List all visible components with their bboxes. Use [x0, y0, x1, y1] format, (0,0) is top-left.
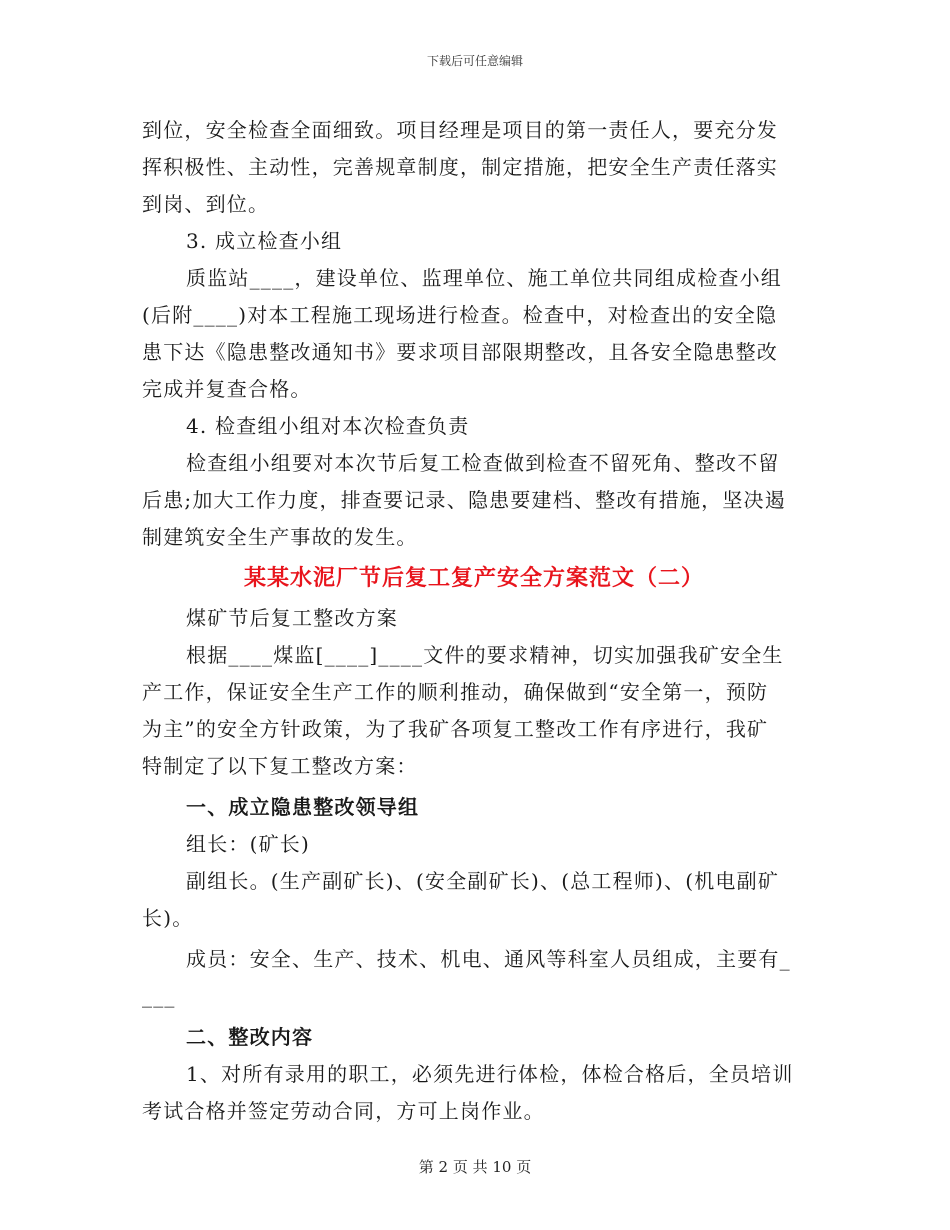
- subtitle: 煤矿节后复工整改方案: [186, 606, 398, 630]
- members-line: ___: [142, 984, 176, 1008]
- leader-line: 组长：(矿长): [186, 832, 311, 856]
- section-heading-2: 二、整改内容: [186, 1025, 314, 1049]
- document-title: 某某水泥厂节后复工复产安全方案范文（二）: [243, 565, 704, 591]
- paragraph-line: 到位，安全检查全面细致。项目经理是项目的第一责任人，要充分发: [142, 118, 778, 142]
- paragraph-line: 考试合格并签定劳动合同，方可上岗作业。: [142, 1099, 545, 1123]
- paragraph-line: 根据____煤监[____]____文件的要求精神，切实加强我矿安全生: [186, 643, 784, 667]
- paragraph-line: 产工作，保证安全生产工作的顺利推动，确保做到“安全第一，预防: [142, 680, 769, 704]
- paragraph-line: 制建筑安全生产事故的发生。: [142, 525, 418, 549]
- paragraph-line: 患下达《隐患整改通知书》要求项目部限期整改，且各安全隐患整改: [142, 340, 778, 364]
- paragraph-line: 挥积极性、主动性，完善规章制度，制定措施，把安全生产责任落实: [142, 155, 778, 179]
- paragraph-line: 后患;加大工作力度，排查要记录、隐患要建档、整改有措施，坚决遏: [142, 488, 786, 512]
- paragraph-line: 质监站____，建设单位、监理单位、施工单位共同组成检查小组: [186, 266, 782, 290]
- page-header: 下载后可任意编辑: [426, 54, 523, 68]
- paragraph-line: 1、对所有录用的职工，必须先进行体检，体检合格后，全员培训: [186, 1062, 794, 1086]
- paragraph-line: 到岗、到位。: [142, 192, 270, 216]
- paragraph-line: 为主”的安全方针政策，为了我矿各项复工整改工作有序进行，我矿: [142, 717, 769, 741]
- document-body: [142, 112, 806, 1130]
- paragraph-line: 完成并复查合格。: [142, 377, 312, 401]
- members-line: 成员：安全、生产、技术、机电、通风等科室人员组成，主要有_: [186, 947, 791, 971]
- deputy-line: 副组长。(生产副矿长)、(安全副矿长)、(总工程师)、(机电副矿: [186, 869, 780, 893]
- page-footer: 第 2 页 共 10 页: [418, 1158, 532, 1176]
- paragraph-line: 检查组小组要对本次节后复工检查做到检查不留死角、整改不留: [186, 451, 780, 475]
- section-heading-1: 一、成立隐患整改领导组: [186, 795, 420, 819]
- deputy-line: 长)。: [142, 906, 194, 930]
- paragraph-line: 特制定了以下复工整改方案：: [142, 754, 418, 778]
- section-heading-4: 4. 检查组小组对本次检查负责: [186, 414, 470, 438]
- section-heading-3: 3. 成立检查小组: [186, 229, 343, 253]
- paragraph-line: (后附____)对本工程施工现场进行检查。检查中，对检查出的安全隐: [142, 303, 778, 327]
